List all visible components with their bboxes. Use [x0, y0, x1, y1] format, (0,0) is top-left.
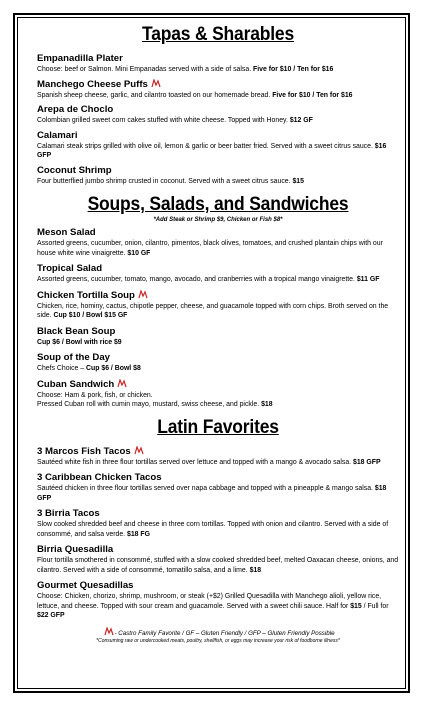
item-name: Calamari: [37, 129, 78, 141]
item-desc: Flour tortilla smothered in consommé, stuffed with a slow cooked shredded beef, melted Oaxacan cheese, onions, and cilantro. Served with a side of consommé, tomatillo salsa, and a lime.: [37, 557, 399, 574]
menu-item: [37, 290, 399, 321]
item-desc-2: Pressed Cuban roll with cumin mayo, mustard, swiss cheese, and pickle.: [37, 401, 260, 408]
item-price: $10 GF: [127, 249, 151, 257]
section-title-soups: Soups, Salads, and Sandwiches: [87, 194, 349, 215]
item-desc: Chefs Choice –: [37, 365, 85, 372]
item-name: Gourmet Quesadillas: [37, 580, 134, 591]
item-price: Cup $6 / Bowl $8: [86, 365, 141, 372]
item-price: $15: [292, 177, 304, 185]
item-price: $12 GF: [289, 117, 313, 124]
menu-item: [37, 472, 399, 503]
item-price: $18: [261, 401, 273, 408]
castro-family-favorite-icon: [138, 290, 148, 299]
item-price: $22 GFP: [37, 612, 65, 619]
add-protein-note: *Add Steak or Shrimp $9, Chicken or Fish $8*: [153, 217, 283, 223]
menu-item: [37, 104, 399, 126]
section-title-latin: Latin Favorites: [157, 416, 279, 438]
item-name: Soup of the Day: [37, 352, 111, 363]
item-price: $18: [249, 566, 262, 574]
menu-item: [37, 79, 399, 101]
item-price: Cup $6 / Bowl with rice $9: [37, 338, 122, 346]
castro-family-favorite-icon: [117, 379, 127, 388]
item-name: Cuban Sandwich: [37, 378, 115, 390]
item-desc: Sautéed white fish in three flour tortillas served over lettuce and topped with a mango & avocado salsa.: [37, 458, 352, 466]
menu-item: [37, 130, 399, 161]
castro-family-favorite-icon: [134, 446, 144, 455]
castro-family-favorite-icon: [151, 79, 161, 88]
item-desc: Assorted greens, cucumber, onion, cilantro, pimentos, black olives, tomatoes, and crushed plantain chips with our house white wine vinaigrette.: [37, 240, 383, 257]
item-price-half: $15: [350, 602, 362, 610]
legend: [37, 627, 399, 637]
item-name: Empanadilla Plater: [37, 53, 123, 64]
menu-item: [37, 326, 399, 348]
item-name: 3 Birria Tacos: [37, 508, 100, 519]
menu-item: [37, 508, 399, 539]
item-name: Chicken Tortilla Soup: [37, 289, 135, 301]
menu-item: [37, 446, 399, 468]
item-price: Five for $10 / Ten for $16: [253, 66, 334, 73]
section-title-tapas: Tapas & Sharables: [141, 24, 295, 45]
menu-item: [37, 379, 399, 410]
item-desc: Chicken, rice, hominy, cactus, chipotle pepper, cheese, and guacamole topped with corn chips. Broth served on the side.: [37, 302, 389, 319]
item-name: Tropical Salad: [37, 263, 103, 274]
item-name: 3 Caribbean Chicken Tacos: [37, 472, 162, 483]
item-name: Coconut Shrimp: [37, 164, 112, 176]
item-name: Birria Quesadilla: [37, 544, 114, 555]
item-price: $18 GFP: [37, 485, 387, 502]
item-name: 3 Marcos Fish Tacos: [37, 445, 131, 457]
item-desc: Choose: beef or Salmon. Mini Empanadas served with a side of salsa.: [37, 66, 252, 73]
food-safety-disclaimer: *Consuming raw or undercooked meats, poultry, shellfish, or eggs may increase your risk of foodborne illness*: [96, 637, 340, 644]
item-desc-join: / Full for: [361, 602, 389, 610]
item-price: $11 GF: [356, 276, 380, 283]
menu-item: [37, 53, 399, 75]
item-name: Black Bean Soup: [37, 325, 116, 337]
legend-text: - Castro Family Favorite / GF – Gluten Friendly / GFP – Gluten Friendly Possible: [114, 629, 335, 637]
menu-item: [37, 263, 399, 285]
item-price: $16 GFP: [37, 142, 387, 159]
menu-item: [37, 165, 399, 187]
item-desc: Slow cooked shredded beef and cheese in three corn tortillas. Topped with onion and cilantro. Served with a side of consommé, and salsa verde.: [37, 521, 389, 538]
item-desc: Assorted greens, cucumber, tomato, mango, avocado, and cranberries with a tropical mango vinaigrette.: [37, 276, 355, 283]
item-price: Cup $10 / Bowl $15 GF: [53, 312, 128, 319]
menu-item: [37, 227, 399, 258]
item-desc: Four butterflied jumbo shrimp crusted in coconut. Served with a sweet citrus sauce.: [37, 177, 291, 185]
menu-item: [37, 580, 399, 621]
item-price: $18 GFP: [353, 458, 381, 466]
item-desc: Calamari steak strips grilled with olive oil, lemon & garlic or beer batter fried. Served with a sweet citrus sauce.: [37, 142, 373, 150]
item-name: Arepa de Choclo: [37, 104, 114, 115]
menu-item: [37, 544, 399, 575]
menu-item: [37, 352, 399, 374]
castro-family-favorite-icon: [104, 627, 114, 636]
item-price: $18 FG: [127, 530, 150, 538]
menu-page: [37, 24, 399, 644]
item-price: Five for $10 / Ten for $16: [272, 91, 353, 99]
item-name: Meson Salad: [37, 227, 96, 238]
item-desc: Sautéed chicken in three flour tortillas served over napa cabbage and topped with a pineapple & mango salsa.: [37, 485, 373, 492]
item-desc: Colombian grilled sweet corn cakes stuffed with white cheese. Topped with Honey.: [37, 117, 288, 124]
item-name: Manchego Cheese Puffs: [37, 78, 148, 90]
item-desc: Spanish sheep cheese, garlic, and cilantro toasted on our homemade bread.: [37, 91, 271, 99]
item-desc: Choose: Ham & pork, fish, or chicken.: [37, 391, 153, 399]
item-desc: Choose: Chicken, chorizo, shrimp, mushroom, or steak (+$2) Grilled Quesadilla with Manchego alioli, yellow rice, lettuce, and cheese. Topped with sour cream and guacamole. Served with a sweet chili sauce. Half for: [37, 593, 382, 610]
